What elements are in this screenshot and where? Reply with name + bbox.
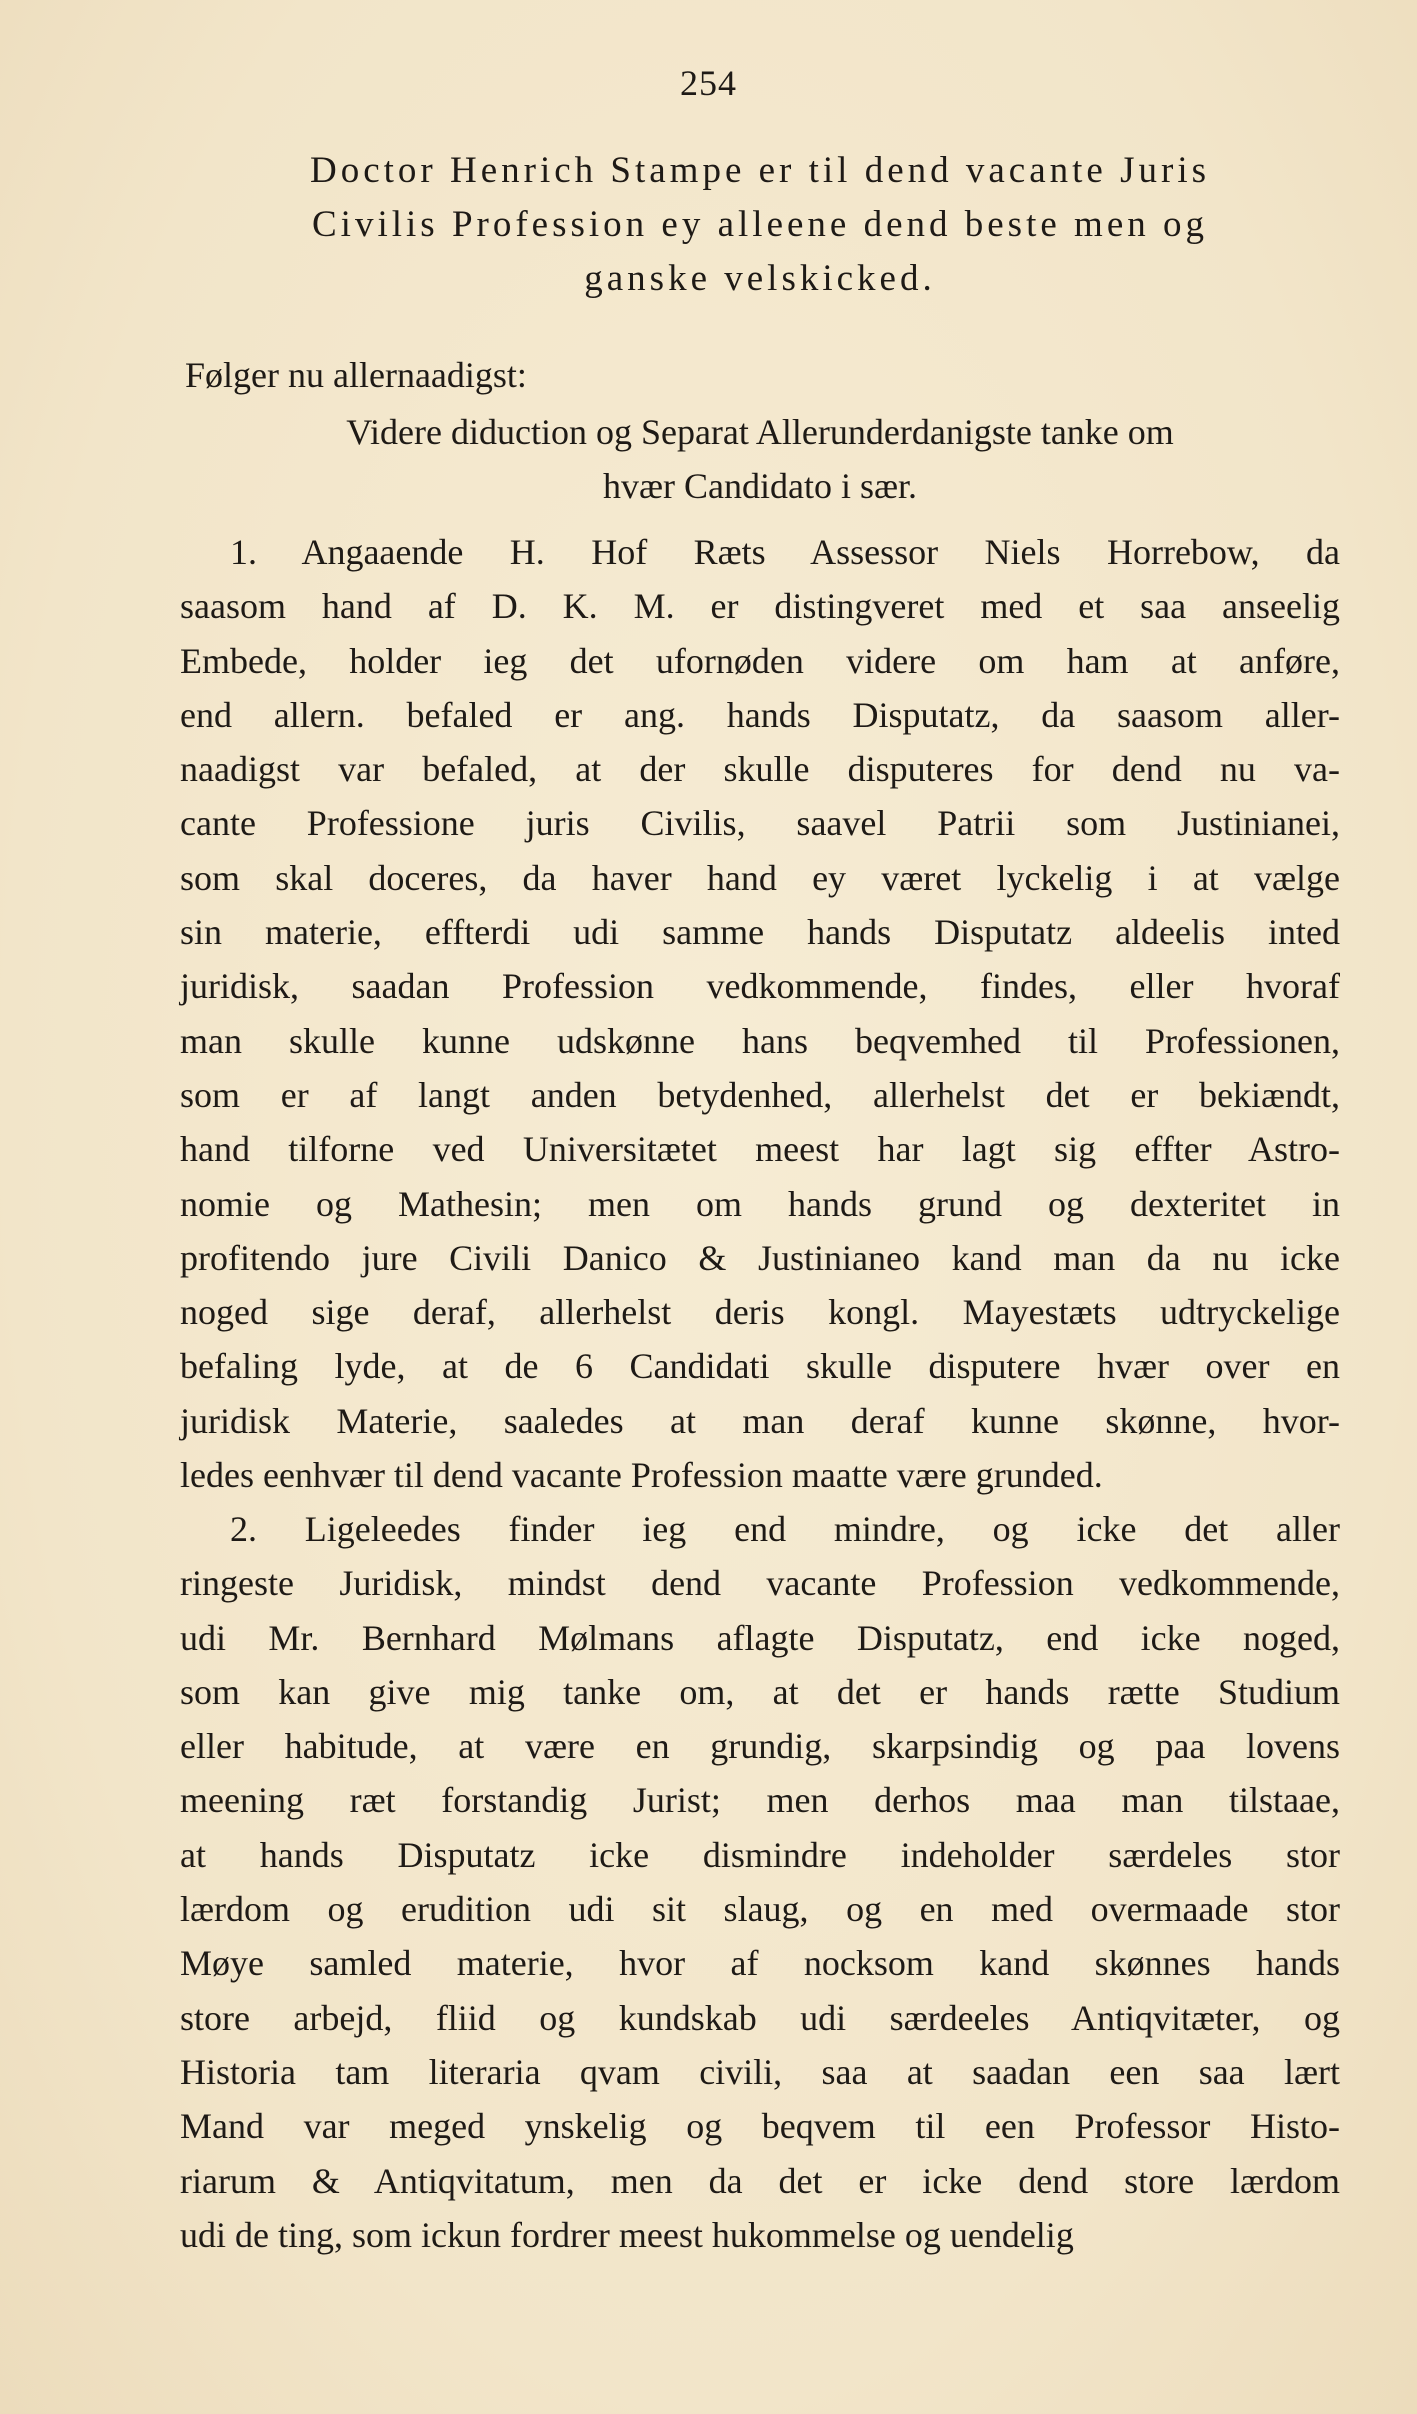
subheading-line: hvær Candidato i sær. <box>603 466 917 506</box>
text-line: befaling lyde, at de 6 Candidati skulle disputere hvær over en <box>180 1346 1340 1387</box>
paragraph-2 <box>180 1502 1340 2262</box>
heading-line: Civilis Profession ey alleene dend beste men og <box>312 204 1208 245</box>
text-line: ledes eenhvær til dend vacante Profession maatte være grunded. <box>180 1455 1103 1496</box>
heading-line: ganske velskicked. <box>584 258 936 299</box>
text-line: hand tilforne ved Universitætet meest har lagt sig effter Astro- <box>180 1129 1340 1170</box>
text-line: ringeste Juridisk, mindst dend vacante Profession vedkommende, <box>180 1563 1340 1604</box>
text-line: at hands Disputatz icke dismindre indeholder særdeles stor <box>180 1834 1340 1875</box>
text-line: Historia tam literaria qvam civili, saa at saadan een saa lært <box>180 2051 1340 2092</box>
text-line: profitendo jure Civili Danico & Justinianeo kand man da nu icke <box>180 1237 1340 1278</box>
text-line: nomie og Mathesin; men om hands grund og dexteritet in <box>180 1183 1340 1224</box>
text-line: cante Professione juris Civilis, saavel Patrii som Justinianei, <box>180 803 1340 844</box>
text-line: riarum & Antiqvitatum, men da det er icke dend store lærdom <box>180 2160 1340 2201</box>
text-line: som kan give mig tanke om, at det er hands rætte Studium <box>180 1671 1340 1712</box>
text-line: meening ræt forstandig Jurist; men derhos maa man tilstaae, <box>180 1780 1340 1821</box>
text-line: eller habitude, at være en grundig, skarpsindig og paa lovens <box>180 1726 1340 1767</box>
text-line: lærdom og erudition udi sit slaug, og en med overmaade stor <box>180 1889 1340 1930</box>
text-line: udi de ting, som ickun fordrer meest hukommelse og uendelig <box>180 2214 1074 2255</box>
text-line: noged sige deraf, allerhelst deris kongl. Mayestæts udtryckelige <box>180 1292 1340 1333</box>
text-line: naadigst var befaled, at der skulle disputeres for dend nu va- <box>180 749 1340 790</box>
page-number: 254 <box>680 63 737 103</box>
text-line: 1. Angaaende H. Hof Ræts Assessor Niels Horrebow, da <box>230 532 1340 572</box>
text-line: Mand var meged ynskelig og beqvem til een Professor Histo- <box>180 2106 1340 2147</box>
text-line: juridisk Materie, saaledes at man deraf kunne skønne, hvor- <box>180 1400 1340 1441</box>
text-line: end allern. befaled er ang. hands Disputatz, da saasom aller- <box>180 694 1340 735</box>
text-line: saasom hand af D. K. M. er distingveret med et saa anseelig <box>180 586 1340 627</box>
text-line: store arbejd, fliid og kundskab udi særdeeles Antiqvitæter, og <box>180 1997 1340 2038</box>
text-line: som er af langt anden betydenhed, allerhelst det er bekiændt, <box>180 1074 1340 1115</box>
paragraph-1 <box>180 525 1340 1502</box>
heading <box>180 144 1340 306</box>
text-line: 2. Ligeleedes finder ieg end mindre, og icke det aller <box>230 1509 1340 1549</box>
text-line: Møye samled materie, hvor af nocksom kand skønnes hands <box>180 1943 1340 1984</box>
text-line: man skulle kunne udskønne hans beqvemhed til Professionen, <box>180 1020 1340 1061</box>
subheading-line: Videre diduction og Separat Allerunderdanigste tanke om <box>346 412 1174 452</box>
text-line: Embede, holder ieg det ufornøden videre om ham at anføre, <box>180 640 1340 681</box>
intro-line: Følger nu allernaadigst: <box>185 355 527 395</box>
text-line: som skal doceres, da haver hand ey været lyckelig i at vælge <box>180 857 1340 898</box>
text-line: udi Mr. Bernhard Mølmans aflagte Disputatz, end icke noged, <box>180 1617 1340 1658</box>
text-line: sin materie, effterdi udi samme hands Disputatz aldeelis inted <box>180 912 1340 953</box>
heading-line: Doctor Henrich Stampe er til dend vacante Juris <box>309 150 1210 191</box>
text-line: juridisk, saadan Profession vedkommende, findes, eller hvoraf <box>180 966 1340 1007</box>
